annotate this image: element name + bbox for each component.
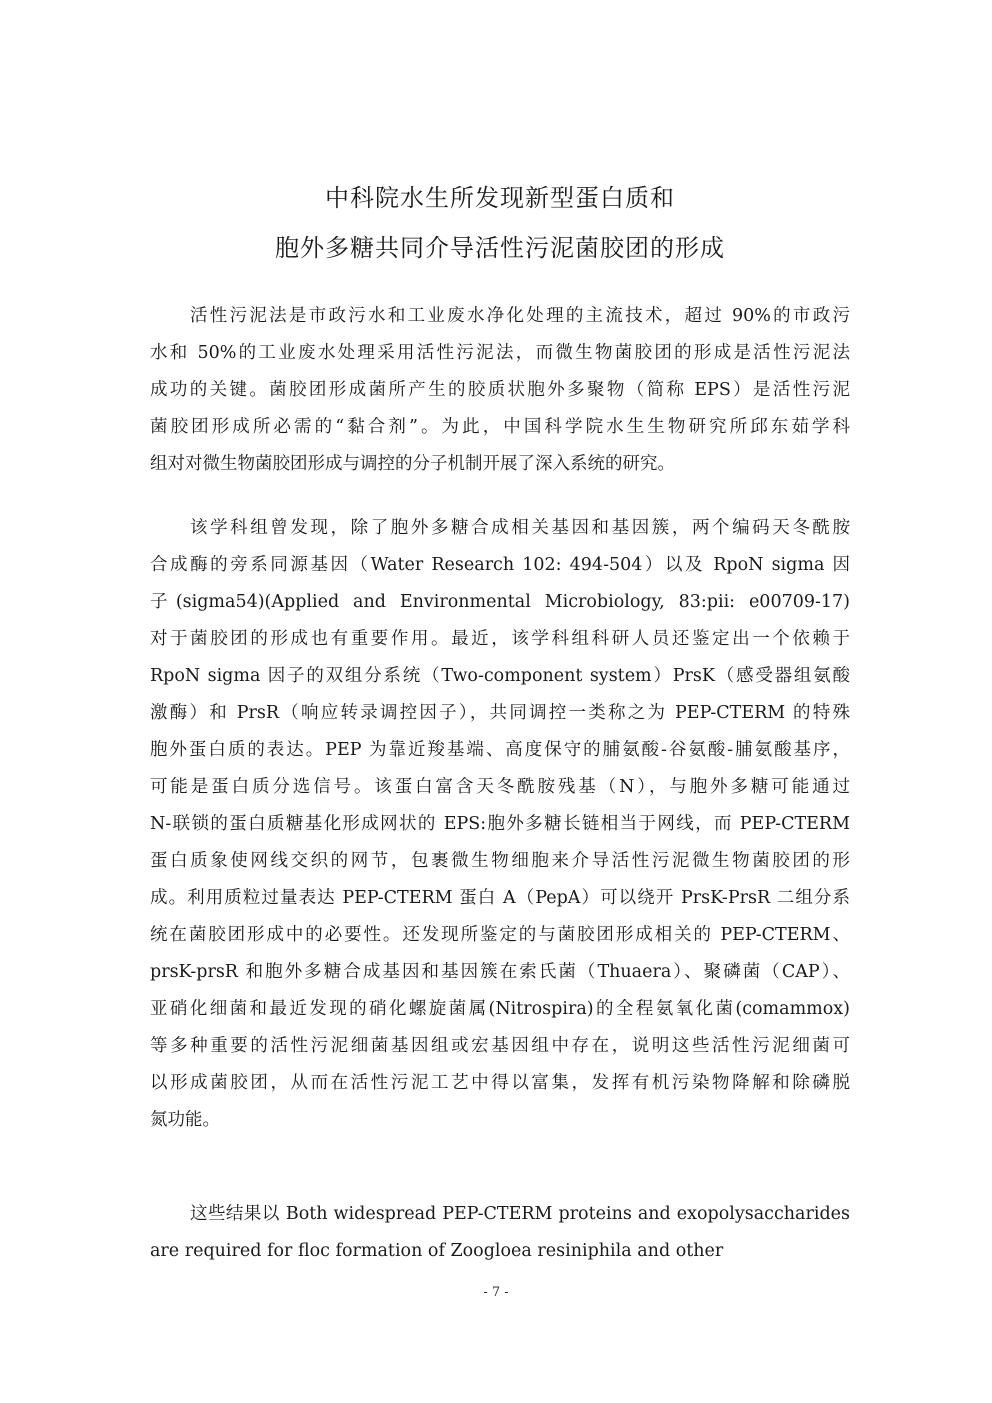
- paragraph-line: 水和 50%的工业废水处理采用活性污泥法，而微生物菌胶团的形成是活性污泥法: [150, 343, 850, 363]
- paragraph-line: RpoN sigma 因子的双组分系统（Two-component system）PrsK（感受器组氨酸: [150, 666, 850, 686]
- paragraph-line: 该学科组曾发现，除了胞外多糖合成相关基因和基因簇，两个编码天冬酰胺: [190, 518, 850, 538]
- paragraph-line: 亚硝化细菌和最近发现的硝化螺旋菌属(Nitrospira)的全程氨氧化菌(comammox): [150, 999, 850, 1019]
- paragraph-line: 等多种重要的活性污泥细菌基因组或宏基因组中存在，说明这些活性污泥细菌可: [150, 1036, 850, 1056]
- paragraph-line: 胞外蛋白质的表达。PEP 为靠近羧基端、高度保守的脯氨酸-谷氨酸-脯氨酸基序，: [150, 740, 850, 760]
- paragraph-line: 子(sigma54)(Applied and Environmental Microbiology, 83:pii: e00709-17): [150, 592, 850, 612]
- paragraph-line: 对于菌胶团的形成也有重要作用。最近，该学科组科研人员还鉴定出一个依赖于: [150, 629, 850, 649]
- paragraph-line: N-联锁的蛋白质糖基化形成网状的 EPS:胞外多糖长链相当于网线，而 PEP-CTERM: [150, 814, 850, 834]
- paragraph-1: [150, 298, 850, 483]
- paragraph-line: 氮功能。: [150, 1110, 220, 1130]
- document-title-line-1: 中科院水生所发现新型蛋白质和: [325, 184, 675, 212]
- paragraph-line: 菌胶团形成所必需的“黏合剂”。为此，中国科学院水生生物研究所邱东茹学科: [150, 417, 850, 437]
- paragraph-line: 成。利用质粒过量表达 PEP-CTERM 蛋白 A（PepA）可以绕开 PrsK-PrsR 二组分系: [150, 888, 850, 908]
- paragraph-line: 激酶）和 PrsR（响应转录调控因子），共同调控一类称之为 PEP-CTERM 的特殊: [150, 703, 850, 723]
- paragraph-line: 统在菌胶团形成中的必要性。还发现所鉴定的与菌胶团形成相关的 PEP-CTERM、: [150, 925, 850, 945]
- paragraph-line: 以形成菌胶团，从而在活性污泥工艺中得以富集，发挥有机污染物降解和除磷脱: [150, 1073, 850, 1093]
- paragraph-line: 可能是蛋白质分选信号。该蛋白富含天冬酰胺残基（N），与胞外多糖可能通过: [150, 777, 850, 797]
- paragraph-line: prsK-prsR 和胞外多糖合成基因和基因簇在索氏菌（Thuaera）、聚磷菌（CAP）、: [150, 962, 850, 982]
- document-title-line-2: 胞外多糖共同介导活性污泥菌胶团的形成: [275, 234, 725, 262]
- paragraph-line: 这些结果以 Both widespread PEP-CTERM proteins and exopolysaccharides: [190, 1204, 850, 1224]
- paragraph-line: 蛋白质象使网线交织的网节，包裹微生物细胞来介导活性污泥微生物菌胶团的形: [150, 851, 850, 871]
- paragraph-2: [150, 510, 850, 1139]
- paragraph-line: 组对对微生物菌胶团形成与调控的分子机制开展了深入系统的研究。: [150, 454, 675, 474]
- paragraph-line: 成功的关键。菌胶团形成菌所产生的胶质状胞外多聚物（简称 EPS）是活性污泥: [150, 380, 850, 400]
- paragraph-line: 合成酶的旁系同源基因（Water Research 102: 494-504）以及 RpoN sigma 因: [150, 555, 850, 575]
- paragraph-3: [150, 1196, 850, 1270]
- paragraph-line: are required for floc formation of Zoogloea resiniphila and other: [150, 1241, 724, 1261]
- paragraph-line: 活性污泥法是市政污水和工业废水净化处理的主流技术，超过 90%的市政污: [190, 306, 850, 326]
- page-number: - 7 -: [483, 1285, 509, 1300]
